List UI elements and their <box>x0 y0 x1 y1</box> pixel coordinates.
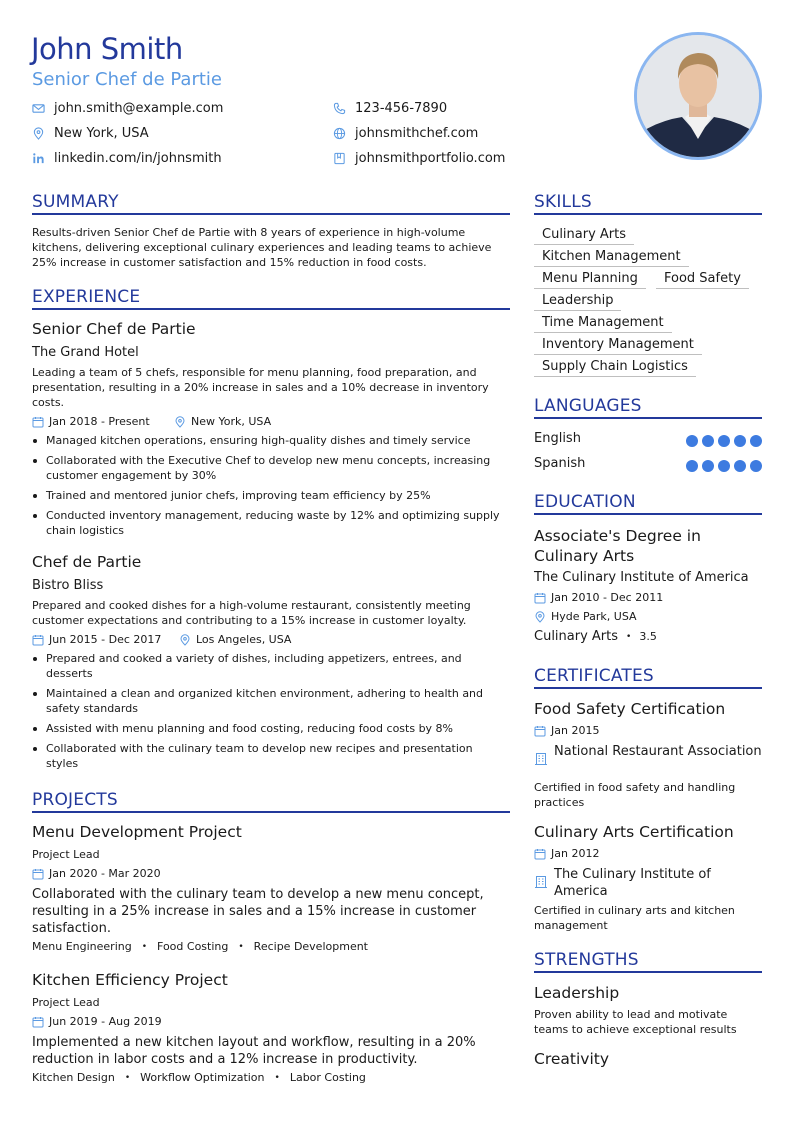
job-description: Leading a team of 5 chefs, responsible for menu planning, food preparation, and presentation, resulting in a 20% increase in sales and a 10% decrease in inventory costs. <box>32 366 489 409</box>
contact-portfolio[interactable] <box>333 151 505 166</box>
project-tag: Kitchen Design <box>32 1071 115 1084</box>
certificate-date-text: Jan 2012 <box>551 847 600 860</box>
bullet-item: Conducted inventory management, reducing waste by 12% and optimizing supply chain logistics <box>32 508 506 538</box>
building-icon <box>534 752 548 766</box>
project-role: Project Lead <box>32 996 100 1009</box>
education-dates-text: Jan 2010 - Dec 2011 <box>551 591 664 604</box>
calendar-icon <box>32 634 44 646</box>
skill-tag: Inventory Management <box>534 336 702 355</box>
strength-title: Creativity <box>534 1050 610 1068</box>
language-level-dots <box>686 435 762 447</box>
job-title: Senior Chef de Partie <box>32 320 196 338</box>
skill-tag: Food Safety <box>656 270 749 289</box>
contact-email[interactable] <box>32 101 223 116</box>
project-tags: Menu Engineering • Food Costing • Recipe Development <box>32 940 368 953</box>
portfolio-text: johnsmithportfolio.com <box>355 151 506 166</box>
section-heading-experience: EXPERIENCE <box>32 287 510 310</box>
project-tag: Workflow Optimization <box>140 1071 265 1084</box>
certificate-date <box>534 724 599 737</box>
job-dates-text: Jan 2018 - Present <box>49 415 150 428</box>
location-pin-icon <box>534 611 546 623</box>
project-description: Implemented a new kitchen layout and workflow, resulting in a 20% reduction in labor costs and a 12% increase in productivity. <box>32 1035 476 1067</box>
job-location <box>174 415 271 428</box>
certificate-date <box>534 847 599 860</box>
contact-linkedin[interactable] <box>32 151 222 166</box>
education-gpa: 3.5 <box>639 630 657 643</box>
linkedin-icon <box>32 152 45 165</box>
job-company: The Grand Hotel <box>32 345 139 360</box>
certificate-issuer-text: The Culinary Institute of America <box>554 867 711 899</box>
skill-tag: Kitchen Management <box>534 248 689 267</box>
bullet-item: Prepared and cooked a variety of dishes, including appetizers, entrees, and desserts <box>32 651 506 681</box>
bullet-item: Assisted with menu planning and food costing, reducing food costs by 8% <box>32 721 506 736</box>
email-text: john.smith@example.com <box>54 101 224 116</box>
certificate-description: Certified in food safety and handling practices <box>534 781 736 809</box>
profile-photo <box>634 32 762 160</box>
calendar-icon <box>32 868 44 880</box>
section-heading-summary: SUMMARY <box>32 192 510 215</box>
job-bullets <box>32 651 506 776</box>
education-school: The Culinary Institute of America <box>534 570 749 585</box>
certificate-title: Culinary Arts Certification <box>534 823 734 841</box>
certificate-description: Certified in culinary arts and kitchen management <box>534 904 735 932</box>
project-role: Project Lead <box>32 848 100 861</box>
building-icon <box>534 875 548 889</box>
section-heading-education: EDUCATION <box>534 492 762 515</box>
certificate-date-text: Jan 2015 <box>551 724 600 737</box>
email-icon <box>32 102 45 115</box>
project-tag: Recipe Development <box>253 940 368 953</box>
language-level-dots <box>686 460 762 472</box>
job-location <box>179 633 291 646</box>
contact-website[interactable] <box>333 126 478 141</box>
phone-text: 123-456-7890 <box>355 101 448 116</box>
calendar-icon <box>534 592 546 604</box>
project-dates <box>32 1015 162 1028</box>
contact-phone[interactable] <box>333 101 447 116</box>
job-title: Chef de Partie <box>32 553 142 571</box>
phone-icon <box>333 102 346 115</box>
bullet-item: Collaborated with the Executive Chef to develop new menu concepts, increasing customer engagement by 30% <box>32 453 506 483</box>
section-heading-skills: SKILLS <box>534 192 762 215</box>
calendar-icon <box>534 848 546 860</box>
calendar-icon <box>32 1016 44 1028</box>
job-dates <box>32 415 150 428</box>
job-bullets <box>32 433 506 543</box>
strength-description: Proven ability to lead and motivate teams to achieve exceptional results <box>534 1008 737 1036</box>
project-description: Collaborated with the culinary team to develop a new menu concept, resulting in a 25% increase in sales and a 15% increase in customer satisfaction. <box>32 887 484 936</box>
education-dates <box>534 591 663 604</box>
website-text: johnsmithchef.com <box>355 126 479 141</box>
bullet-item: Managed kitchen operations, ensuring high-quality dishes and timely service <box>32 433 506 448</box>
skill-tag: Time Management <box>534 314 672 333</box>
linkedin-text: linkedin.com/in/johnsmith <box>54 151 222 166</box>
portfolio-icon <box>333 152 346 165</box>
education-location <box>534 610 637 623</box>
bullet-item: Trained and mentored junior chefs, improving team efficiency by 25% <box>32 488 506 503</box>
location-pin-icon <box>179 634 191 646</box>
section-heading-languages: LANGUAGES <box>534 396 762 419</box>
education-location-text: Hyde Park, USA <box>551 610 637 623</box>
certificate-issuer <box>534 743 762 766</box>
skill-tag: Culinary Arts <box>534 226 634 245</box>
globe-icon <box>333 127 346 140</box>
job-dates <box>32 633 161 646</box>
certificate-title: Food Safety Certification <box>534 700 726 718</box>
candidate-role: Senior Chef de Partie <box>32 69 222 90</box>
section-heading-certificates: CERTIFICATES <box>534 666 762 689</box>
project-title: Kitchen Efficiency Project <box>32 971 228 989</box>
language-name: English <box>534 431 581 446</box>
job-location-text: Los Angeles, USA <box>196 633 292 646</box>
project-dates <box>32 867 161 880</box>
job-company: Bistro Bliss <box>32 578 104 593</box>
job-location-text: New York, USA <box>191 415 272 428</box>
bullet-item: Maintained a clean and organized kitchen environment, adhering to health and safety standards <box>32 686 506 716</box>
project-tags: Kitchen Design • Workflow Optimization • Labor Costing <box>32 1071 366 1084</box>
bullet-item: Collaborated with the culinary team to develop new recipes and presentation styles <box>32 741 506 771</box>
project-tag: Menu Engineering <box>32 940 132 953</box>
location-pin-icon <box>174 416 186 428</box>
location-pin-icon <box>32 127 45 140</box>
education-degree: Associate's Degree in Culinary Arts <box>534 527 701 565</box>
contact-location <box>32 126 149 141</box>
job-description: Prepared and cooked dishes for a high-volume restaurant, consistently meeting customer expectations and contributing to a 15% increase in customer loyalty. <box>32 599 471 627</box>
language-name: Spanish <box>534 456 586 471</box>
skill-tag: Menu Planning <box>534 270 646 289</box>
education-field-gpa: Culinary Arts • 3.5 <box>534 629 657 644</box>
skill-tag: Leadership <box>534 292 621 311</box>
location-text: New York, USA <box>54 126 149 141</box>
calendar-icon <box>32 416 44 428</box>
skill-tag: Supply Chain Logistics <box>534 358 696 377</box>
certificate-issuer <box>534 866 762 900</box>
project-dates-text: Jan 2020 - Mar 2020 <box>49 867 161 880</box>
education-field: Culinary Arts <box>534 629 619 644</box>
summary-text: Results-driven Senior Chef de Partie with 8 years of experience in high-volume kitchens, delivering exceptional culinary experiences and leading teams to achieve 25% increase in customer satisfaction and 15% reduction in food costs. <box>32 226 492 269</box>
section-heading-projects: PROJECTS <box>32 790 510 813</box>
certificate-issuer-text: National Restaurant Association <box>554 744 762 759</box>
strength-title: Leadership <box>534 984 620 1002</box>
calendar-icon <box>534 725 546 737</box>
project-tag: Food Costing <box>157 940 229 953</box>
candidate-name: John Smith <box>31 32 183 66</box>
project-dates-text: Jun 2019 - Aug 2019 <box>49 1015 162 1028</box>
project-tag: Labor Costing <box>289 1071 366 1084</box>
project-title: Menu Development Project <box>32 823 242 841</box>
job-dates-text: Jun 2015 - Dec 2017 <box>49 633 162 646</box>
section-heading-strengths: STRENGTHS <box>534 950 762 973</box>
